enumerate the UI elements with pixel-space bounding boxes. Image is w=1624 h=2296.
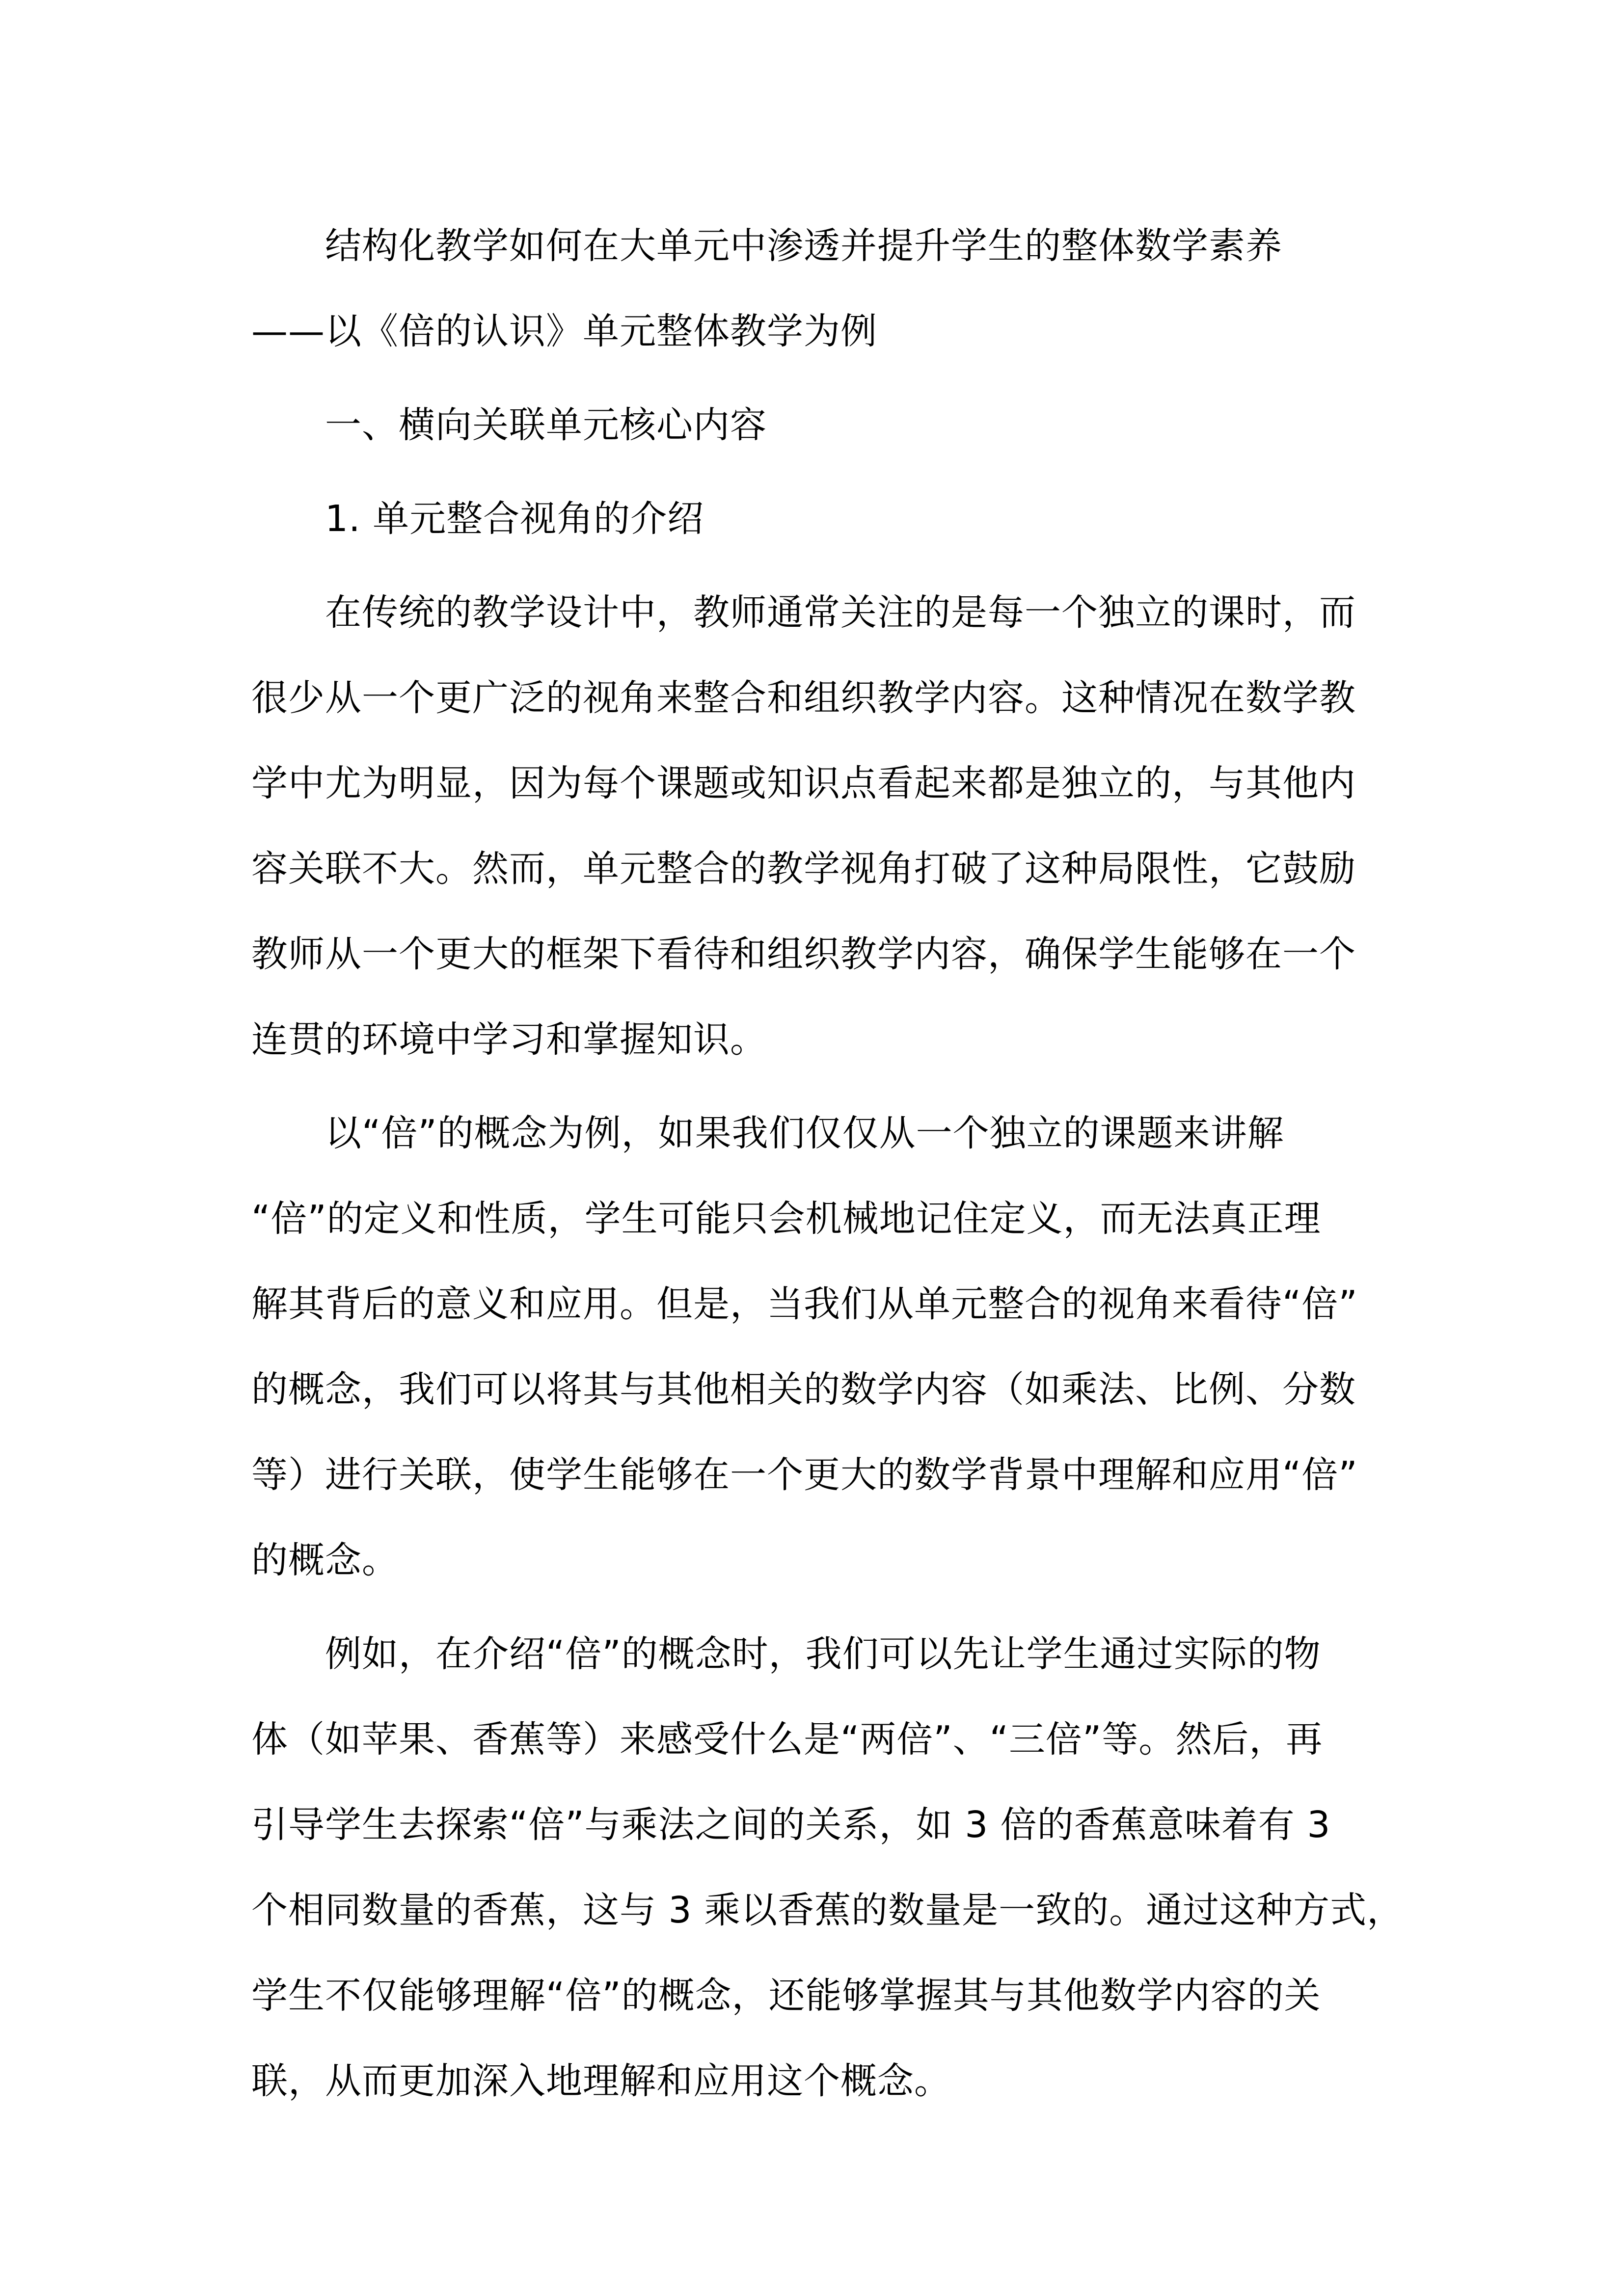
paragraph-line: 引导学生去探索“倍”与乘法之间的关系，如 3 倍的香蕉意味着有 3 — [251, 1804, 1331, 1846]
paragraph-line: 的概念，我们可以将其与其他相关的数学内容（如乘法、比例、分数 — [251, 1368, 1356, 1411]
paragraph-2 — [251, 1091, 1390, 1603]
paragraph-line: 容关联不大。然而，单元整合的教学视角打破了这种局限性，它鼓励 — [251, 848, 1356, 890]
paragraph-line: 个相同数量的香蕉，这与 3 乘以香蕉的数量是一致的。通过这种方式， — [251, 1889, 1404, 1931]
paragraph-line: 学中尤为明显，因为每个课题或知识点看起来都是独立的，与其他内 — [251, 762, 1356, 804]
paragraph-line: 教师从一个更大的框架下看待和组织教学内容，确保学生能够在一个 — [251, 933, 1356, 975]
paragraph-line: 学生不仅能够理解“倍”的概念，还能够掌握其与其他数学内容的关 — [251, 1975, 1321, 2017]
paragraph-line: 解其背后的意义和应用。但是，当我们从单元整合的视角来看待“倍” — [251, 1283, 1358, 1325]
paragraph-line: 的概念。 — [251, 1539, 399, 1581]
document-title: 结构化教学如何在大单元中渗透并提升学生的整体数学素养 — [325, 225, 1282, 267]
paragraph-3 — [251, 1611, 1404, 2124]
paragraph-1 — [251, 570, 1390, 1082]
paragraph-line: “倍”的定义和性质，学生可能只会机械地记住定义，而无法真正理 — [251, 1198, 1321, 1240]
section-heading: 一、横向关联单元核心内容 — [325, 404, 767, 446]
paragraph-line: 连贯的环境中学习和掌握知识。 — [251, 1018, 767, 1061]
paragraph-line: 在传统的教学设计中，教师通常关注的是每一个独立的课时，而 — [325, 591, 1356, 634]
paragraph-line: 以“倍”的概念为例，如果我们仅仅从一个独立的课题来讲解 — [325, 1112, 1284, 1154]
document-subtitle: ——以《倍的认识》单元整体教学为例 — [251, 310, 877, 352]
subsection-heading: 1. 单元整合视角的介绍 — [325, 498, 704, 540]
document-body — [251, 203, 1404, 2124]
paragraph-line: 等）进行关联，使学生能够在一个更大的数学背景中理解和应用“倍” — [251, 1454, 1358, 1496]
paragraph-line: 体（如苹果、香蕉等）来感受什么是“两倍”、“三倍”等。然后，再 — [251, 1718, 1323, 1761]
paragraph-line: 联，从而更加深入地理解和应用这个概念。 — [251, 2060, 951, 2102]
paragraph-line: 例如，在介绍“倍”的概念时，我们可以先让学生通过实际的物 — [325, 1633, 1321, 1675]
paragraph-line: 很少从一个更广泛的视角来整合和组织教学内容。这种情况在数学教 — [251, 677, 1356, 719]
